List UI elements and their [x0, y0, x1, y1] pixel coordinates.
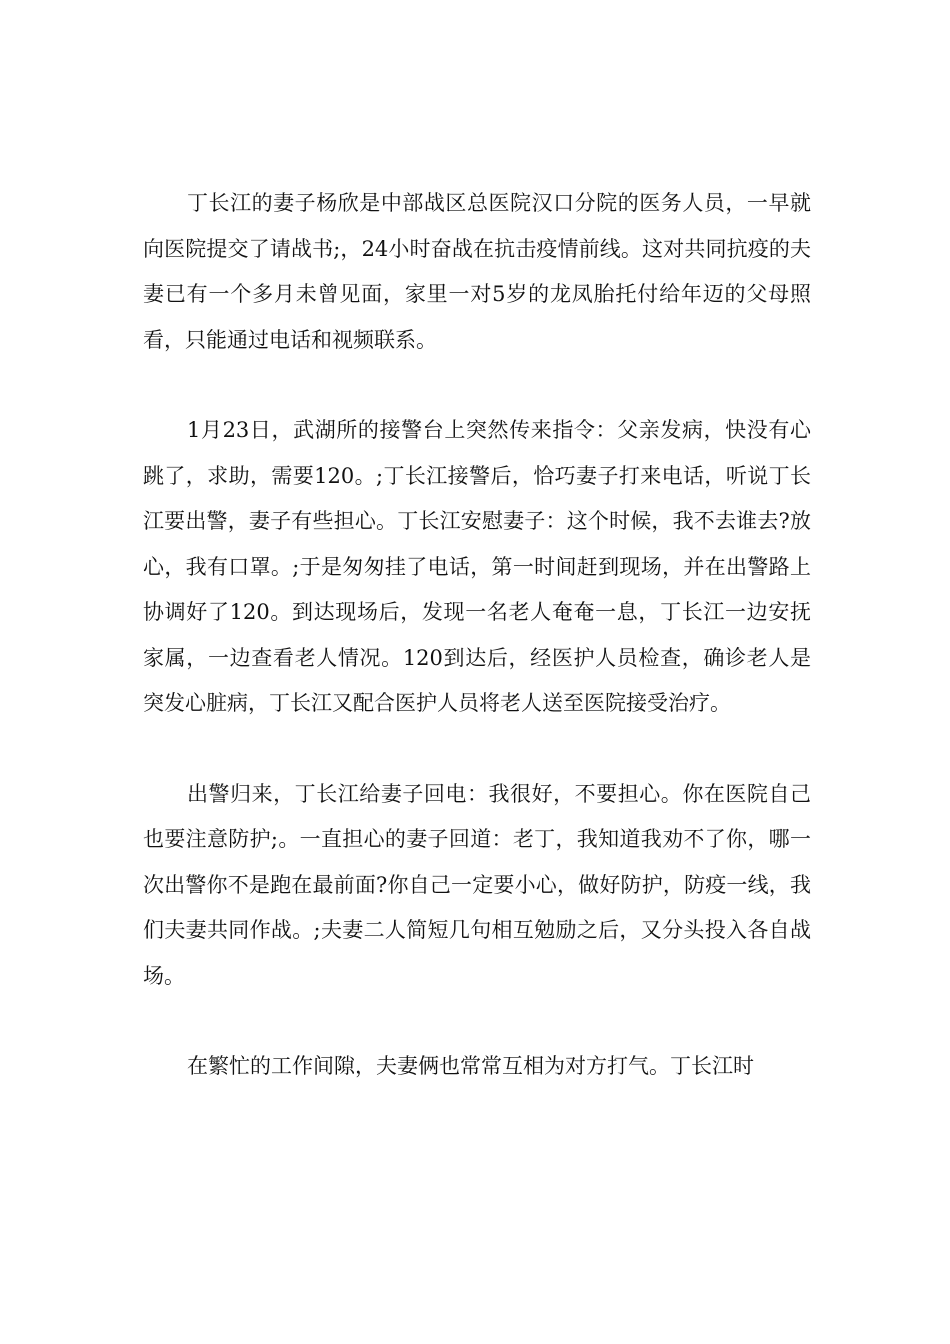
paragraph-3: 出警归来，丁长江给妻子回电：我很好，不要担心。你在医院自己也要注意防护;。一直担心的妻子回道：老丁，我知道我劝不了你，哪一次出警你不是跑在最前面?你自己一定要小心，做好防护，防疫一线，我们夫妻共同作战。;夫妻二人简短几句相互勉励之后，又分头投入各自战场。: [143, 781, 811, 988]
document-body: [143, 181, 811, 1090]
paragraph-4: 在繁忙的工作间隙，夫妻俩也常常互相为对方打气。丁长江时: [187, 1054, 754, 1078]
paragraph-2: 1月23日，武湖所的接警台上突然传来指令：父亲发病，快没有心跳了，求助，需要120。;丁长江接警后，恰巧妻子打来电话，听说丁长江要出警，妻子有些担心。丁长江安慰妻子：这个时候，我不去谁去?放心，我有口罩。;于是匆匆挂了电话，第一时间赶到现场，并在出警路上协调好了120。到达现场后，发现一名老人奄奄一息，丁长江一边安抚家属，一边查看老人情况。120到达后，经医护人员检查，确诊老人是突发心脏病，丁长江又配合医护人员将老人送至医院接受治疗。: [143, 418, 811, 715]
paragraph-1: 丁长江的妻子杨欣是中部战区总医院汉口分院的医务人员，一早就向医院提交了请战书;，24小时奋战在抗击疫情前线。这对共同抗疫的夫妻已有一个多月未曾见面，家里一对5岁的龙凤胎托付给年迈的父母照看，只能通过电话和视频联系。: [143, 191, 811, 352]
